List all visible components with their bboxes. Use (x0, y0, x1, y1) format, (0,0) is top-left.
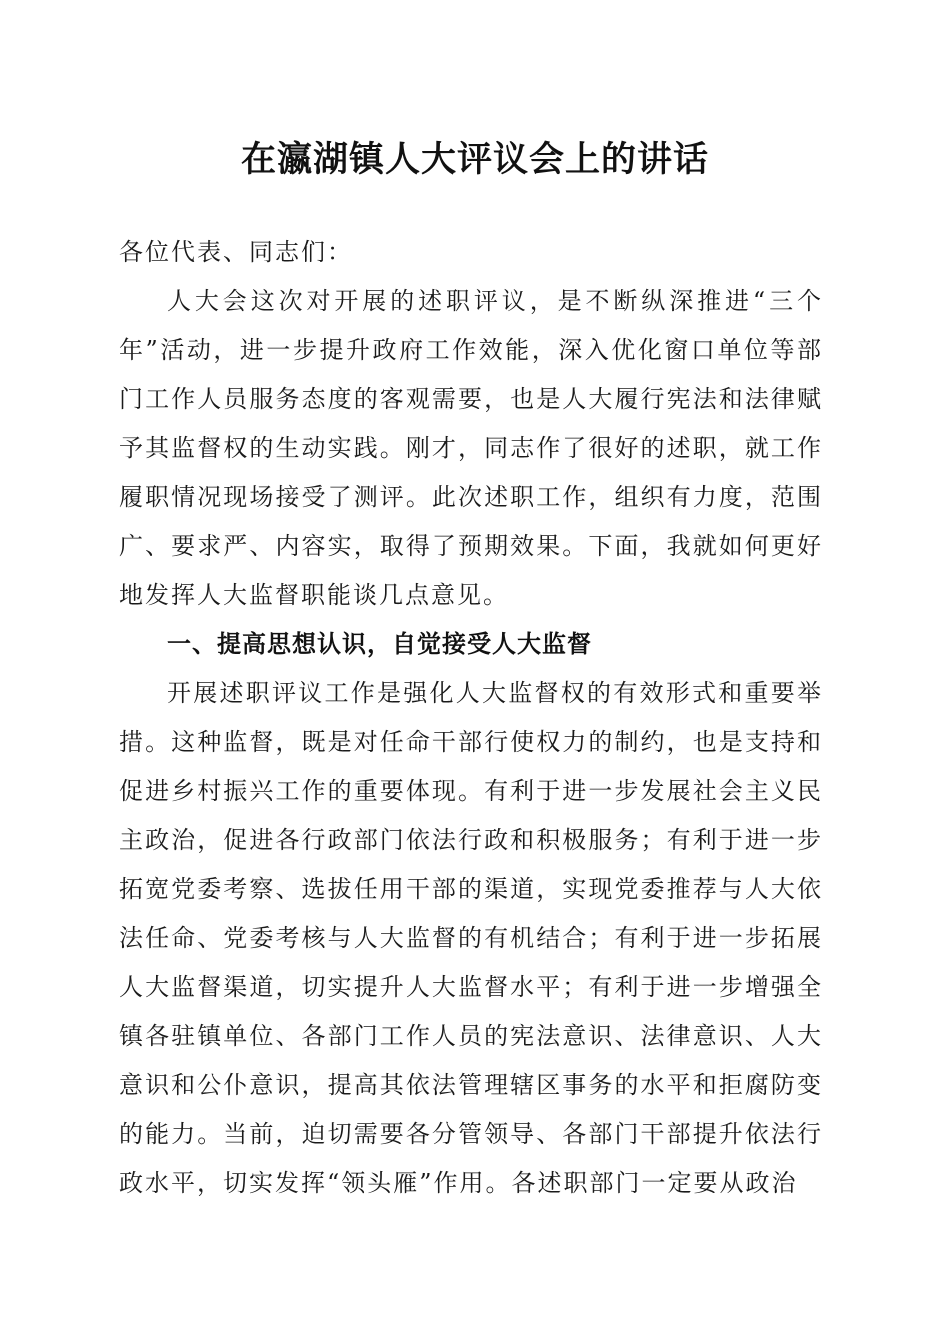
salutation: 各位代表、同志们： (119, 238, 353, 266)
document-title: 在瀛湖镇人大评议会上的讲话 (240, 139, 709, 180)
intro-paragraph: 人大会这次对开展的述职评议，是不断纵深推进“三个年”活动，进一步提升政府工作效能，深入优化窗口单位等部门工作人员服务态度的客观需要，也是人大履行宪法和法律赋予其监督权的生动实践。刚才，同志作了很好的述职，就工作履职情况现场接受了测评。此次述职工作，组织有力度，范围广、要求严、内容实，取得了预期效果。下面，我就如何更好地发挥人大监督职能谈几点意见。 (119, 287, 823, 609)
section-heading: 一、提高思想认识，自觉接受人大监督 (167, 630, 592, 658)
section-paragraph: 开展述职评议工作是强化人大监督权的有效形式和重要举措。这种监督，既是对任命干部行使权力的制约，也是支持和促进乡村振兴工作的重要体现。有利于进一步发展社会主义民主政治，促进各行政部门依法行政和积极服务；有利于进一步拓宽党委考察、选拔任用干部的渠道，实现党委推荐与人大依法任命、党委考核与人大监督的有机结合；有利于进一步拓展人大监督渠道，切实提升人大监督水平；有利于进一步增强全镇各驻镇单位、各部门工作人员的宪法意识、法律意识、人大意识和公仆意识，提高其依法管理辖区事务的水平和拒腐防变的能力。当前，迫切需要各分管领导、各部门干部提升依法行政水平，切实发挥“领头雁”作用。各述职部门一定要从政治 (119, 679, 823, 1197)
document-body (119, 228, 823, 1208)
